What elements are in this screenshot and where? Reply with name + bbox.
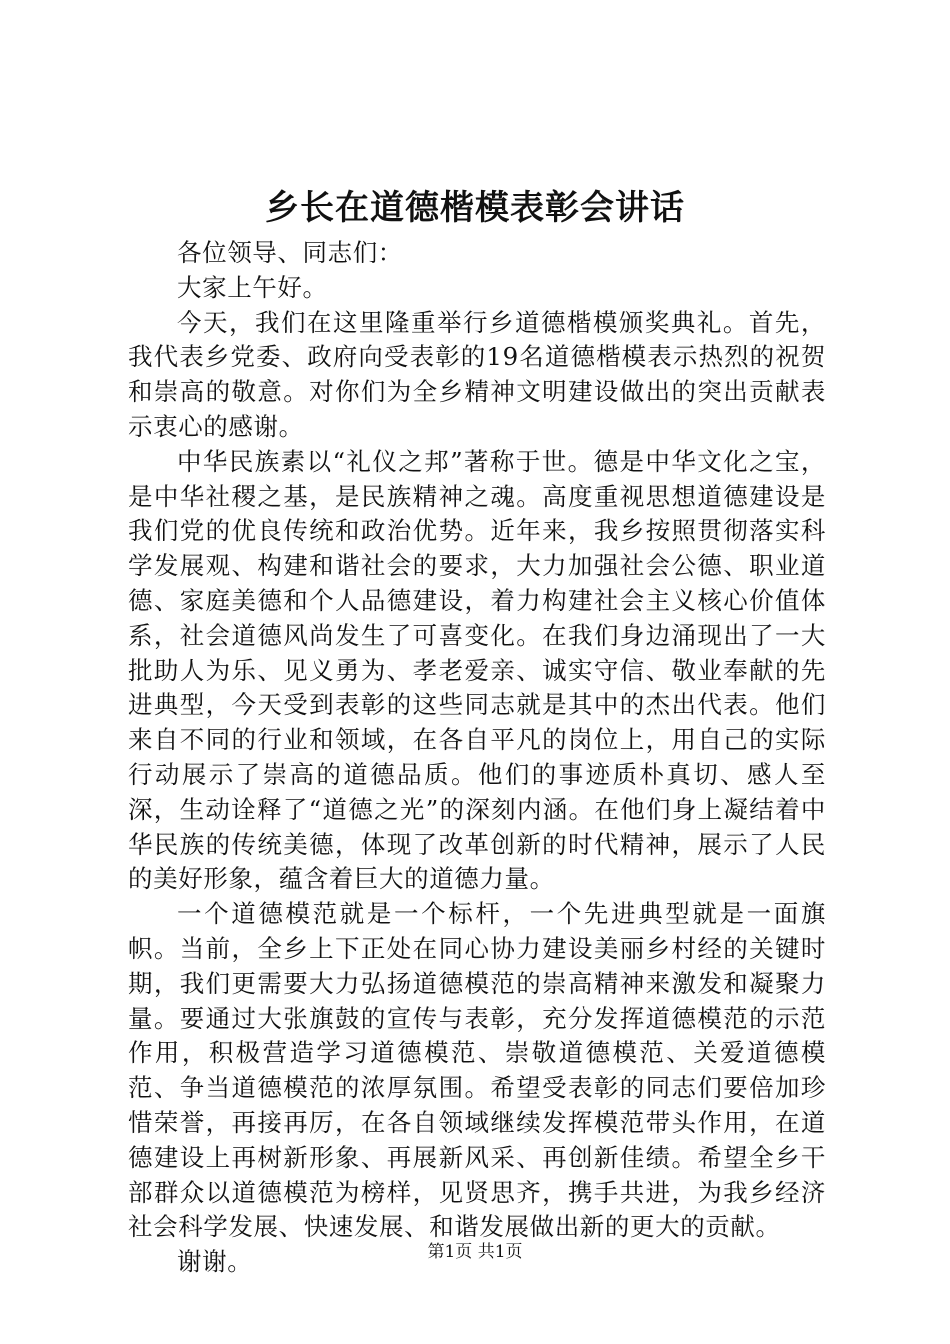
closing-paragraph: 谢谢。 — [177, 1247, 253, 1277]
salutation-paragraph: 各位领导、同志们： — [177, 238, 403, 267]
body-paragraph: 一个道德模范就是一个标杆，一个先进典型就是一面旗帜。当前，全乡上下正处在同心协力建设美丽乡村经的关键时期，我们更需要大力弘扬道德模范的崇高精神来激发和凝聚力量。要通过大张旗鼓的宣传与表彰，充分发挥道德模范的示范作用，积极营造学习道德模范、崇敬道德模范、关爱道德模范、争当道德模范的浓厚氛围。希望受表彰的同志们要倍加珍惜荣誉，再接再厉，在各自领域继续发挥模范带头作用，在道德建设上再树新形象、再展新风采、再创新佳绩。希望全乡干部群众以道德模范为榜样，见贤思齐，携手共进，为我乡经济社会科学发展、快速发展、和谐发展做出新的更大的贡献。 — [128, 899, 826, 1242]
document-title: 乡长在道德楷模表彰会讲话 — [265, 188, 685, 228]
greeting-paragraph: 大家上午好。 — [177, 272, 328, 302]
body-paragraph: 今天，我们在这里隆重举行乡道德楷模颁奖典礼。首先，我代表乡党委、政府向受表彰的19名道德楷模表示热烈的祝贺和崇高的敬意。对你们为全乡精神文明建设做出的突出贡献表示衷心的感谢。 — [128, 307, 826, 441]
body-paragraph: 中华民族素以“礼仪之邦”著称于世。德是中华文化之宝，是中华社稷之基，是民族精神之魂。高度重视思想道德建设是我们党的优良传统和政治优势。近年来，我乡按照贯彻落实科学发展观、构建和谐社会的要求，大力加强社会公德、职业道德、家庭美德和个人品德建设，着力构建社会主义核心价值体系，社会道德风尚发生了可喜变化。在我们身边涌现出了一大批助人为乐、见义勇为、孝老爱亲、诚实守信、敬业奉献的先进典型，今天受到表彰的这些同志就是其中的杰出代表。他们来自不同的行业和领域，在各自平凡的岗位上，用自己的实际行动展示了崇高的道德品质。他们的事迹质朴真切、感人至深，生动诠释了“道德之光”的深刻内涵。在他们身上凝结着中华民族的传统美德，体现了改革创新的时代精神，展示了人民的美好形象，蕴含着巨大的道德力量。 — [128, 446, 826, 894]
page-footer: 第1页 共1页 — [427, 1242, 523, 1262]
document-body — [128, 236, 826, 1280]
